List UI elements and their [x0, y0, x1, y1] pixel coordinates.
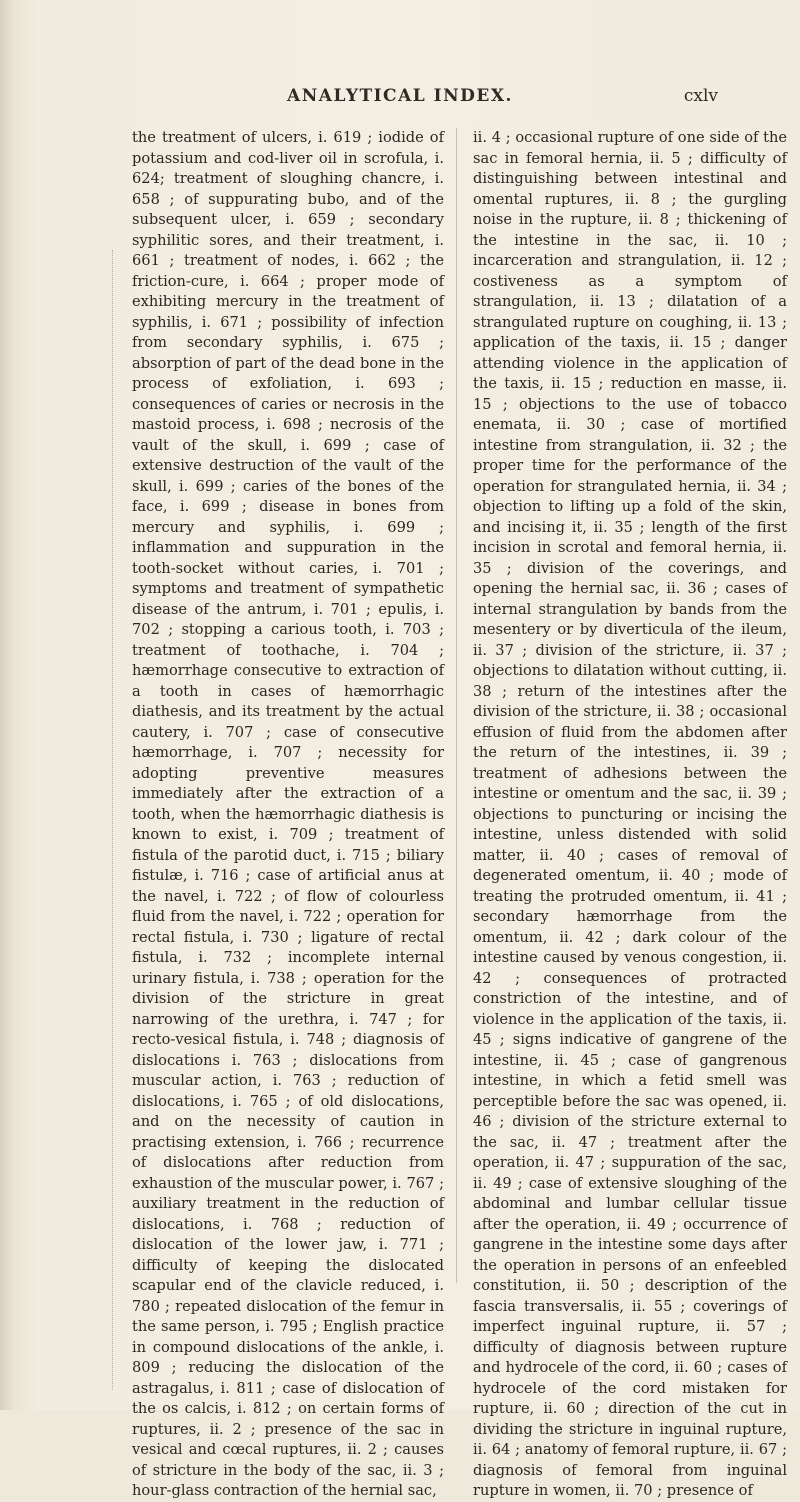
page-number: cxlv	[683, 86, 718, 106]
left-margin-marks	[112, 250, 119, 1390]
index-column-right	[473, 128, 787, 1502]
column-divider	[456, 128, 457, 1283]
running-title: ANALYTICAL INDEX.	[287, 86, 513, 106]
index-column-left	[132, 128, 444, 1502]
page-header	[0, 86, 800, 108]
index-text-right: ii. 4 ; occasional rupture of one side of the sac in femoral hernia, ii. 5 ; difficulty of distinguishing between intestinal and omental ruptures, ii. 8 ; the gurgling noise in the rupture, ii. 8 ; thickening of the intestine in the sac, ii. 10 ; incarceration and strangulation, ii. 12 ; costiveness as a symptom of strangulation, ii. 13 ; dilatation of a strangulated rupture on coughing, ii. 13 ; application of the taxis, ii. 15 ; danger attending violence in the application of the taxis, ii. 15 ; reduction en masse, ii. 15 ; objections to the use of tobacco enemata, ii. 30 ; case of mortified intestine from strangulation, ii. 32 ; the proper time for the performance of the operation for strangulated hernia, ii. 34 ; objection to lifting up a fold of the skin, and incising it, ii. 35 ; length of the first incision in scrotal and femoral hernia, ii. 35 ; division of the coverings, and opening the hernial sac, ii. 36 ; cases of internal strangulation by bands from the mesentery or by diverticula of the ileum, ii. 37 ; division of the stricture, ii. 37 ; objections to dilatation without cutting, ii. 38 ; return of the intestines after the division of the stricture, ii. 38 ; occasional effusion of fluid from the abdomen after the return of the intestines, ii. 39 ; treatment of adhesions between the intestine or omentum and the sac, ii. 39 ; objections to puncturing or incising the intestine, unless distended with solid matter, ii. 40 ; cases of removal of degenerated omentum, ii. 40 ; mode of treating the protruded omentum, ii. 41 ; secondary hæmorrhage from the omentum, ii. 42 ; dark colour of the intestine caused by venous congestion, ii. 42 ; consequences of protracted constriction of the intestine, and of violence in the application of the taxis, ii. 45 ; signs indicative of gangrene of the intestine, ii. 45 ; case of gangrenous intestine, in which a fetid smell was perceptible before the sac was opened, ii. 46 ; division of the stricture external to the sac, ii. 47 ; treatment after the operation, ii. 47 ; suppuration of the sac, ii. 49 ; case of extensive sloughing of the abdominal and lumbar cellular tissue after the operation, ii. 49 ; occurrence of gangrene in the intestine some days after the operation in persons of an enfeebled constitution, ii. 50 ; description of the fascia transversalis, ii. 55 ; coverings of imperfect inguinal rupture, ii. 57 ; difficulty of diagnosis between rupture and hydrocele of the cord, ii. 60 ; cases of hydrocele of the cord mistaken for rupture, ii. 60 ; direction of the cut in dividing the stricture in inguinal rupture, ii. 64 ; anatomy of femoral rupture, ii. 67 ; diagnosis of femoral from inguinal rupture in women, ii. 70 ; presence of	[473, 129, 787, 1499]
page-gutter-shadow	[0, 0, 14, 1410]
index-text-left: the treatment of ulcers, i. 619 ; iodide of potassium and cod-liver oil in scrofula, i. 624; treatment of sloughing chancre, i. 658 ; of suppurating bubo, and of the subsequent ulcer, i. 659 ; secondary syphilitic sores, and their treatment, i. 661 ; treatment of nodes, i. 662 ; the friction-cure, i. 664 ; proper mode of exhibiting mercury in the treatment of syphilis, i. 671 ; possibility of infection from secondary syphilis, i. 675 ; absorption of part of the dead bone in the process of exfoliation, i. 693 ; consequences of caries or necrosis in the mastoid process, i. 698 ; necrosis of the vault of the skull, i. 699 ; case of extensive destruction of the vault of the skull, i. 699 ; caries of the bones of the face, i. 699 ; disease in bones from mercury and syphilis, i. 699 ; inflammation and suppuration in the tooth-socket without caries, i. 701 ; symptoms and treatment of sympathetic disease of the antrum, i. 701 ; epulis, i. 702 ; stopping a carious tooth, i. 703 ; treatment of toothache, i. 704 ; hæmorrhage consecutive to extraction of a tooth in cases of hæmorrhagic diathesis, and its treatment by the actual cautery, i. 707 ; case of consecutive hæmorrhage, i. 707 ; necessity for adopting preventive measures immediately after the extraction of a tooth, when the hæmorrhagic diathesis is known to exist, i. 709 ; treatment of fistula of the parotid duct, i. 715 ; biliary fistulæ, i. 716 ; case of artificial anus at the navel, i. 722 ; of flow of colourless fluid from the navel, i. 722 ; operation for rectal fistula, i. 730 ; ligature of rectal fistula, i. 732 ; incomplete internal urinary fistula, i. 738 ; operation for the division of the stricture in great narrowing of the urethra, i. 747 ; for recto-vesical fistula, i. 748 ; diagnosis of dislocations i. 763 ; dislocations from muscular action, i. 763 ; reduction of dislocations, i. 765 ; of old dislocations, and on the necessity of caution in practising extension, i. 766 ; recurrence of dislocations after reduction from exhaustion of the muscular power, i. 767 ; auxiliary treatment in the reduction of dislocations, i. 768 ; reduction of dislocation of the lower jaw, i. 771 ; difficulty of keeping the dislocated scapular end of the clavicle reduced, i. 780 ; repeated dislocation of the femur in the same person, i. 795 ; English practice in compound dislocations of the ankle, i. 809 ; reducing the dislocation of the astragalus, i. 811 ; case of dislocation of the os calcis, i. 812 ; on certain forms of ruptures, ii. 2 ; presence of the sac in vesical and cœcal ruptures, ii. 2 ; causes of stricture in the body of the sac, ii. 3 ; hour-glass contraction of the hernial sac,	[132, 129, 444, 1499]
